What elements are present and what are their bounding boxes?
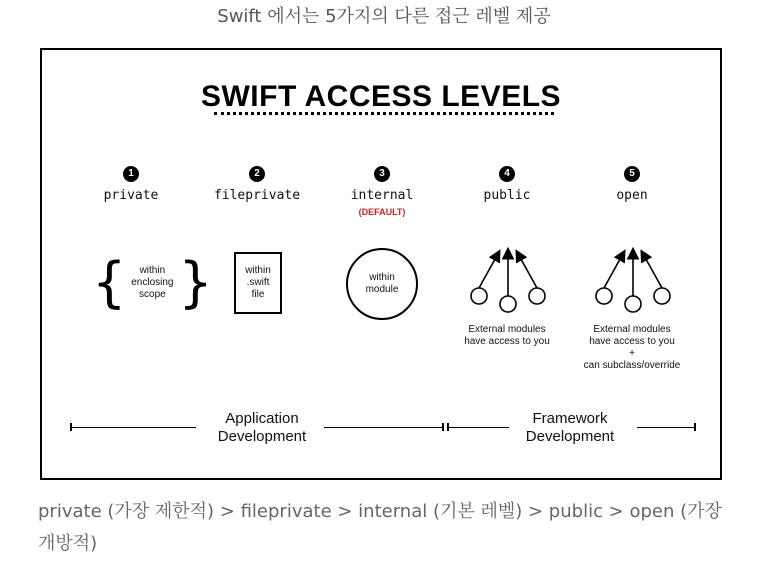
- file-text: within .swift file: [245, 265, 271, 300]
- framework-range-line-right: [637, 427, 695, 428]
- application-range-line-left: [70, 427, 196, 428]
- external-access-arrows-icon: [462, 244, 552, 316]
- close-brace-icon: }: [178, 251, 213, 314]
- range-tick: [694, 423, 696, 431]
- access-levels-diagram: [40, 48, 722, 480]
- swift-file-illustration: [234, 252, 282, 314]
- external-subclass-arrows-icon: [587, 244, 677, 316]
- caption-bottom: private (가장 제한적) > fileprivate > internal (기본 레벨) > public > open (가장 개방적): [38, 501, 722, 554]
- module-text: within module: [365, 272, 399, 295]
- level-keyword: private: [103, 188, 159, 203]
- application-development-label: Application Development: [217, 410, 307, 445]
- framework-development-label: Framework Development: [525, 410, 615, 445]
- enclosing-scope-illustration: [92, 251, 213, 314]
- open-brace-icon: {: [92, 251, 127, 314]
- range-tick: [442, 423, 444, 431]
- level-open-header: [572, 166, 692, 203]
- level-keyword: public: [483, 188, 531, 203]
- caption-top: Swift 에서는 5가지의 다른 접근 레벨 제공: [217, 6, 551, 27]
- level-keyword: open: [616, 188, 648, 203]
- level-number-badge: 3: [374, 166, 390, 182]
- module-illustration: [346, 248, 418, 320]
- default-badge: (DEFAULT): [358, 207, 406, 217]
- application-range-line-right: [324, 427, 444, 428]
- title-underline: [214, 112, 554, 115]
- level-public-header: [447, 166, 567, 203]
- level-number-badge: 1: [123, 166, 139, 182]
- level-number-badge: 4: [499, 166, 515, 182]
- level-private-header: [71, 166, 191, 203]
- level-number-badge: 2: [249, 166, 265, 182]
- diagram-title: SWIFT ACCESS LEVELS: [200, 80, 562, 113]
- level-internal-header: [322, 166, 442, 217]
- scope-text: within enclosing scope: [131, 265, 174, 300]
- level-fileprivate-header: [197, 166, 317, 203]
- open-access-text: External modules have access to you + can subclass/override: [583, 324, 681, 371]
- level-keyword: internal: [350, 188, 414, 203]
- level-number-badge: 5: [624, 166, 640, 182]
- level-keyword: fileprivate: [213, 188, 301, 203]
- public-access-text: External modules have access to you: [464, 324, 550, 347]
